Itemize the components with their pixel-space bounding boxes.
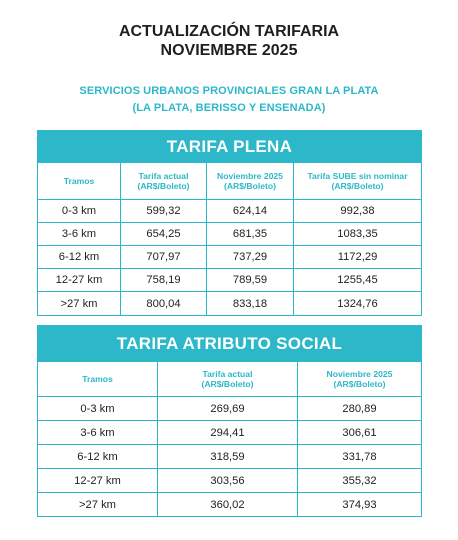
table-cell: 624,14: [206, 200, 293, 222]
table-header-row: [38, 162, 421, 199]
table-cell: 3-6 km: [61, 228, 97, 240]
table-cell: 331,78: [297, 445, 421, 468]
table-header-row: [38, 361, 421, 396]
page-title-line-2: NOVIEMBRE 2025: [160, 42, 298, 59]
table-cell: 360,02: [157, 493, 297, 516]
table-cell: 3-6 km: [80, 426, 115, 439]
column-header: Noviembre 2025 (AR$/Boleto): [206, 163, 293, 199]
table-cell: 681,35: [206, 223, 293, 245]
table-row: [38, 268, 421, 291]
table-cell: 6-12 km: [77, 450, 118, 463]
table-cell: 0-3 km: [61, 205, 97, 217]
column-header: Tarifa actual (AR$/Boleto): [157, 362, 297, 396]
column-header: Tramos: [82, 374, 113, 384]
table-cell: 789,59: [206, 269, 293, 291]
table-row: [38, 468, 421, 492]
table-row: [38, 396, 421, 420]
table-cell: 833,18: [206, 292, 293, 315]
table-cell: 303,56: [157, 469, 297, 492]
table-row: [38, 492, 421, 516]
table-cell: 318,59: [157, 445, 297, 468]
table-cell: 269,69: [157, 397, 297, 420]
table-cell: 1083,35: [293, 223, 421, 245]
table-cell: 0-3 km: [80, 402, 115, 415]
tarifa-plena-table: [37, 130, 422, 316]
table-cell: 737,29: [206, 246, 293, 268]
table-row: [38, 199, 421, 222]
table-cell: 707,97: [120, 246, 206, 268]
table-cell: 6-12 km: [58, 251, 100, 263]
table-row: [38, 420, 421, 444]
table-cell: 12-27 km: [55, 274, 103, 286]
table-row: [38, 444, 421, 468]
tarifa-plena-title: TARIFA PLENA: [38, 131, 421, 162]
table-row: [38, 291, 421, 315]
subtitle-line-2: (LA PLATA, BERISSO Y ENSENADA): [132, 102, 326, 114]
column-header: Tarifa actual (AR$/Boleto): [120, 163, 206, 199]
table-cell: 1255,45: [293, 269, 421, 291]
table-cell: 758,19: [120, 269, 206, 291]
table-cell: 599,32: [120, 200, 206, 222]
column-header: Tarifa SUBE sin nominar (AR$/Boleto): [293, 163, 421, 199]
tarifa-social-table: [37, 325, 422, 517]
table-cell: 992,38: [293, 200, 421, 222]
table-row: [38, 222, 421, 245]
subtitle-line-1: SERVICIOS URBANOS PROVINCIALES GRAN LA PLATA: [79, 85, 379, 97]
table-cell: 12-27 km: [74, 474, 121, 487]
table-cell: 374,93: [297, 493, 421, 516]
table-cell: 800,04: [120, 292, 206, 315]
page-title-line-1: ACTUALIZACIÓN TARIFARIA: [118, 23, 340, 40]
column-header: Noviembre 2025 (AR$/Boleto): [297, 362, 421, 396]
table-cell: >27 km: [60, 297, 98, 310]
table-cell: 1324,76: [293, 292, 421, 315]
table-cell: 355,32: [297, 469, 421, 492]
table-cell: 280,89: [297, 397, 421, 420]
tarifa-social-title: TARIFA ATRIBUTO SOCIAL: [38, 326, 421, 361]
table-cell: 1172,29: [293, 246, 421, 268]
table-cell: >27 km: [79, 498, 116, 511]
table-row: [38, 245, 421, 268]
table-cell: 654,25: [120, 223, 206, 245]
column-header: Tramos: [63, 176, 95, 186]
table-cell: 306,61: [297, 421, 421, 444]
table-cell: 294,41: [157, 421, 297, 444]
